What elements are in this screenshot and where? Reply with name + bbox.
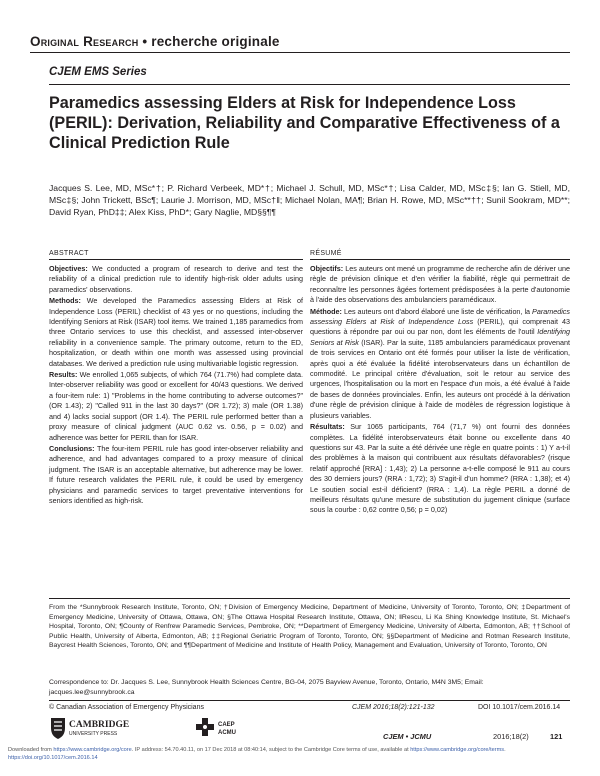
issue-footer: 2016;18(2): [493, 732, 529, 741]
section-header-rest: • recherche originale: [138, 34, 280, 49]
header-rule: [30, 52, 570, 53]
resume-resultats: Résultats: Sur 1065 participants, 764 (71,7 %) ont fourni des données complètes. La fidélité interobservateurs était bonne ou excellente dans 40 questions sur 43. Par la suite a été dérivée une règle en quatre points : 1) Y a-t-il des problèmes à la maison qui contribuent aux résultats défavorables? (risque relatif approché [RRA] : 1,43); 2) La personne a-t-elle composé le 911 au cours des 30 derniers jours? (RRA : 1,72); 3) S'agit-il d'un homme? (RRA : 1,38); et 4) Le soutien social est-il déficient? (RRA : 1,4). La règle PERIL a donné de meilleurs résultats qu'une mesure de substitution du jugement clinique (surface sous la courbe : 0,62 contre 0,56; p = 0,02): [310, 422, 570, 515]
affiliations: From the *Sunnybrook Research Institute, Toronto, ON; †Division of Emergency Medicine, Department of Medicine, University of Toronto, Toronto, ON; ‡Department of Emergency Medicine, University of Ottawa, Ottawa, ON; §The Ottawa Hospital Research Institute, Ottawa, ON; ‖Rescu, Li Ka Shing Knowledge Institute, St. Michael's Hospital, Toronto, ON; ¶County of Renfrew Paramedic Services, Pembroke, ON; **Department of Emergency Medicine, University of Alberta, Edmonton, AB; ††School of Public Health, University of Alberta, Edmonton, AB; ‡‡Regional Geriatric Program of Toronto, Toronto, ON; §§Department of Medicine and Rotman Research Institute, Baycrest Health Sciences, Toronto, ON; and ¶¶Department of Medicine and Institute of Health Policy, Management and Evaluation, University of Toronto, Toronto, ON: [49, 604, 570, 650]
download-notice: Downloaded from https://www.cambridge.org/core. IP address: 54.70.40.11, on 17 Dec 2018 at 08:40:14, subject to the Cambridge Core terms of use, available at https://www.cambridge.org/core/terms. https://doi.org/10.1017/cem.2016.14: [8, 747, 506, 761]
copyright-line: © Canadian Association of Emergency Physicians: [49, 704, 204, 711]
resume-methode: Méthode: Les auteurs ont d'abord élaboré une liste de vérification, la Paramedics assessing Elders at Risk of Independence Loss (PERIL), qui comprenait 43 questions à répondre par oui ou par non, dont les éléments de l'outil Identifying Seniors at Risk (ISAR). Par la suite, 1185 ambulanciers paramédicaux provenant de trois services en Ontario ont été formés pour utiliser la liste de vérification, après quoi a été évaluée la fidélité interobservateurs dans un échantillon de commodité. Le principal critère d'évaluation, soit le retour au service des urgences, l'hospitalisation ou la mort en l'espace d'un mois, a été évalué à l'aide de bases de données provinciales. Enfin, les auteurs ont procédé à la dérivation d'une règle de prévision clinique à l'aide de modèles de régression logistique à plusieurs variables.: [310, 306, 571, 420]
section-word-research: Research: [83, 34, 139, 49]
cambridge-logo-subtext: UNIVERSITY PRESS: [69, 731, 118, 737]
caep-logo: [196, 716, 286, 740]
section-word-original: Original: [30, 34, 80, 49]
abstract-heading: ABSTRACT: [49, 250, 89, 257]
cambridge-logo: [49, 716, 159, 740]
doi-link[interactable]: https://doi.org/10.1017/cem.2016.14: [8, 754, 98, 761]
footer-rule: [49, 700, 570, 701]
abstract-column: [49, 264, 303, 507]
terms-link[interactable]: https://www.cambridge.org/core/terms: [410, 747, 505, 753]
cambridge-core-link[interactable]: https://www.cambridge.org/core: [53, 747, 132, 753]
cambridge-logo-text: CAMBRIDGE: [69, 720, 130, 730]
author-list: Jacques S. Lee, MD, MSc*†; P. Richard Verbeek, MD*†; Michael J. Schull, MD, MSc*†; Lisa Calder, MD, MSc‡§; Ian G. Stiell, MD, MSc‡§; John Trickett, BSc¶; Laurie J. Morrison, MD, MSc†‖; Michael Nolan, MA¶; Brian H. Rowe, MD, MSc**††; Sunil Sookram, MD**; David Ryan, PhD‡‡; Alex Kiss, PhD*; Gary Naglie, MD§§¶¶: [49, 183, 570, 217]
svg-text:CAEP: CAEP: [218, 722, 235, 728]
resume-heading: RÉSUMÉ: [310, 250, 342, 257]
citation-line: CJEM 2016;18(2):121-132: [352, 704, 435, 711]
abstract-conclusions: Conclusions: The four-item PERIL rule has good inter-observer reliability and adherence, and had advantages compared to a proxy measure of clinical judgment. The ISAR is an acceptable alternative, but adherence may be lower. If future research validates the PERIL rule, it could be used by emergency physicians and paramedic services to target preventative interventions for seniors identified as high-risk.: [49, 443, 303, 505]
correspondence: Correspondence to: Dr. Jacques S. Lee, Sunnybrook Health Sciences Centre, BG-04, 2075 Bayview Avenue, Toronto, Ontario, M4N 3M5; Email: jacques.lee@sunnybrook.ca: [49, 679, 484, 696]
article-title: Paramedics assessing Elders at Risk for Independence Loss (PERIL): Derivation, Reliability and Comparative Effectiveness of a Clinical Prediction Rule: [49, 94, 560, 152]
resume-rule: [310, 259, 570, 260]
affiliation-rule: [49, 598, 570, 599]
resume-objectifs: Objectifs: Les auteurs ont mené un programme de recherche afin de dériver une règle de prévision clinique et d'en vérifier la fiabilité, règle qui permettrait de reconnaître les personnes âgées fortement prédisposées à la perte d'autonomie à l'aide des observations des ambulanciers paramédicaux.: [310, 264, 570, 305]
resume-column: [310, 264, 570, 517]
series-rule: [49, 84, 570, 85]
abstract-results: Results: We enrolled 1,065 subjects, of which 764 (71.7%) had complete data. Inter-observer reliability was good or excellent for 40/43 questions. We derived a four-item rule: 1) "Problems in the home contributing to adverse outcomes?" (OR 1.43); 2) "Called 911 in the last 30 days?" (OR 1.72); 3) male (OR 1.38) and 4) lacks social support (OR 1.4). The PERIL rule performed better than a proxy measure of clinical judgment (AUC 0.62 vs. 0.56, p = 0.02) and adherence was better for PERIL than for ISAR.: [49, 370, 303, 442]
svg-text:ACMU: ACMU: [218, 730, 236, 736]
series-label: CJEM EMS Series: [49, 66, 147, 78]
abstract-rule: [49, 259, 303, 260]
journal-footer: CJEM • JCMU: [383, 732, 432, 741]
section-header: [30, 34, 280, 49]
caep-cross-icon: [196, 718, 214, 736]
abstract-methods: Methods: We developed the Paramedics assessing Elders at Risk of Independence Loss (PERIL) checklist of 43 yes or no questions, including the Identifying Seniors at Risk (ISAR) tool items. We trained 1,185 paramedics from three Ontario services to use this checklist, and assessed inter-observer reliability in a convenience sample. The primary outcome, return to the ED, hospitalization, or death within one month was assessed using provincial databases. We derived a prediction rule using multivariable logistic regression.: [49, 296, 303, 368]
abstract-objectives: Objectives: We conducted a program of research to derive and test the reliability of a clinical prediction rule to identify high-risk older adults using paramedics' observations.: [49, 264, 303, 294]
doi-line: DOI 10.1017/cem.2016.14: [478, 704, 561, 711]
cambridge-shield-icon: [51, 718, 65, 739]
page-number: 121: [550, 732, 563, 741]
